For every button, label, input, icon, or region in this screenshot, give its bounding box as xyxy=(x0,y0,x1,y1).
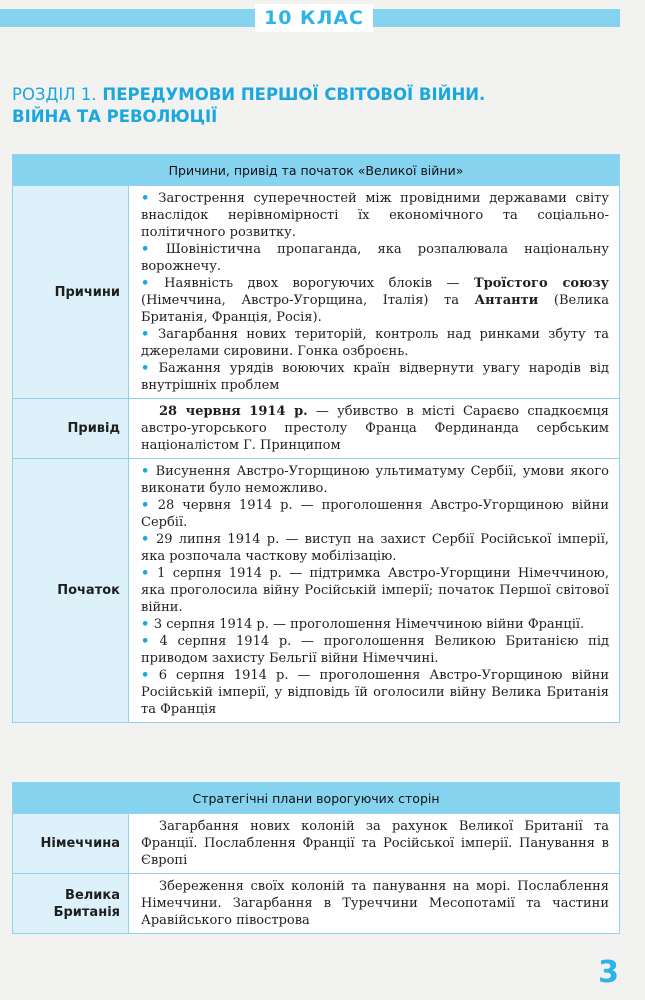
britain-plan: Збереження своїх колоній та панування на морі. Послаблення Німеччини. Загарбання в Туреччини Месопотамії та частини Аравійського півострова xyxy=(129,874,620,934)
list-item: • 28 червня 1914 р. — проголошення Австро-Угорщиною війни Сербії. xyxy=(141,498,609,530)
causes-label: Причини xyxy=(13,186,129,399)
list-item: • 3 серпня 1914 р. — проголошення Німеччиною війни Франції. xyxy=(141,617,585,632)
grade-label: 10 КЛАС xyxy=(255,4,373,32)
plans-table xyxy=(12,782,620,934)
germany-plan: Загарбання нових колоній за рахунок Великої Британії та Франції. Послаблення Франції та Російської імперії. Панування в Європі xyxy=(129,814,620,874)
list-item: • 29 липня 1914 р. — виступ на захист Сербії Російської імперії, яка розпочала часткову мобілізацію. xyxy=(141,532,610,564)
section-title-line2: ВІЙНА ТА РЕВОЛЮЦІЇ xyxy=(12,107,218,126)
list-item: • Загострення суперечностей між провідними державами світу внаслідок нерівномірності їх економічного та соціально-політичного розвитку. xyxy=(141,191,610,240)
list-item: • Загарбання нових територій, контроль над ринками збуту та джерелами сировини. Гонка озброєнь. xyxy=(141,327,609,359)
causes-table xyxy=(12,154,620,723)
pretext-text: — убивство в місті Сараєво спадкоємця австро-угорського престолу Франца Фердинанда сербським націоналістом Г. Принципом xyxy=(141,404,609,453)
list-item: • Шовіністична пропаганда, яка розпалювала національну ворожнечу. xyxy=(141,242,610,274)
section-title-line1: ПЕРЕДУМОВИ ПЕРШОЇ СВІТОВОЇ ВІЙНИ. xyxy=(102,85,486,104)
list-item: • 6 серпня 1914 р. — проголошення Австро-Угорщиною війни Російській імперії, у відповідь їй оголосили війну Велика Британія та Франція xyxy=(141,668,609,717)
britain-label: Велика Британія xyxy=(13,874,129,934)
list-item: • 4 серпня 1914 р. — проголошення Великою Британією під приводом захисту Бельгії війни Німеччині. xyxy=(141,634,609,666)
pretext-date: 28 червня 1914 р. xyxy=(159,404,308,419)
section-title xyxy=(12,84,612,128)
list-item: • Бажання урядів воюючих країн відвернути увагу народів від внутрішніх проблем xyxy=(141,361,610,393)
pretext-label: Привід xyxy=(13,399,129,459)
section-label: РОЗДІЛ 1. xyxy=(12,85,97,104)
list-item: • Наявність двох ворогуючих блоків — Троїстого союзу (Німеччина, Австро-Угорщина, Італія) та Антанти (Велика Британія, Франція, Росія). xyxy=(141,276,609,325)
page-number: 3 xyxy=(598,955,619,990)
plans-table-title: Стратегічні плани ворогуючих сторін xyxy=(13,783,620,814)
causes-content xyxy=(129,186,620,399)
start-content xyxy=(129,459,620,723)
start-label: Початок xyxy=(13,459,129,723)
causes-table-title: Причини, привід та початок «Великої війни» xyxy=(13,155,620,186)
list-item: • Висунення Австро-Угорщиною ультиматуму Сербії, умови якого виконати було неможливо. xyxy=(141,464,609,496)
germany-label: Німеччина xyxy=(13,814,129,874)
pretext-content xyxy=(129,399,620,459)
list-item: • 1 серпня 1914 р. — підтримка Австро-Угорщини Німеччиною, яка проголосила війну Російській імперії; початок Першої світової війни. xyxy=(141,566,609,615)
